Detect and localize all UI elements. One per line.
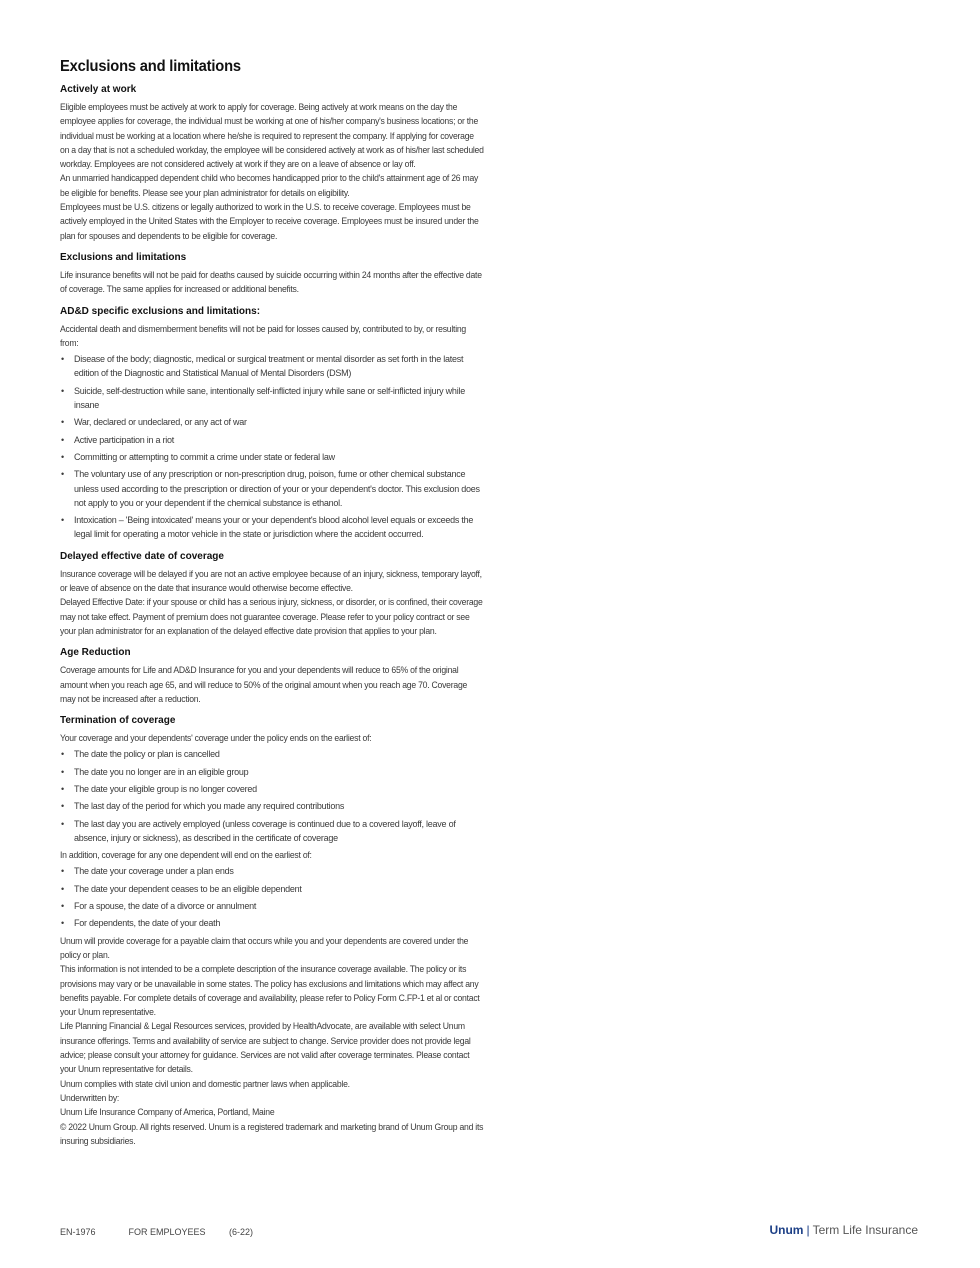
list-item: • Active participation in a riot: [61, 434, 175, 445]
dependent-termination-list: [60, 864, 485, 930]
paragraph: Your coverage and your dependents' coverage under the policy ends on the earliest of:: [60, 733, 372, 744]
document-body: [60, 58, 485, 1148]
paragraph: Unum will provide coverage for a payable claim that occurs while you and your dependents are covered under the policy or plan.: [60, 935, 469, 960]
paragraph: Underwritten by:: [60, 1092, 120, 1103]
paragraph: Coverage amounts for Life and AD&D Insurance for you and your dependents will reduce to 65% of the original amount when you reach age 65, and will reduce to 50% of the original amount when you reach age 70. Coverage may not be increased after a reduction.: [60, 665, 468, 704]
list-item: • For dependents, the date of your death: [61, 918, 221, 929]
heading-actively-at-work: Actively at work: [60, 84, 137, 95]
termination-list: [60, 747, 485, 845]
paragraph: Delayed Effective Date: if your spouse or child has a serious injury, sickness, or disorder, or is confined, their coverage may not take effect. Payment of premium does not guarantee coverage. Please refer to your policy contract or see your plan administrator for an explanation of the delayed effective date provision that applies to your plan.: [60, 597, 483, 636]
heading-add-exclusions: AD&D specific exclusions and limitations:: [60, 305, 261, 317]
product-name: Term Life Insurance: [812, 1223, 918, 1237]
paragraph: Life insurance benefits will not be paid for deaths caused by suicide occurring within 24 months after the effective date of coverage. The same applies for increased or additional benefits.: [60, 269, 482, 295]
list-item: • The voluntary use of any prescription or non-prescription drug, poison, fume or other chemical substance unless used according to the prescription or direction of your or your dependent's doctor. This exclusion does not apply to you or your dependent if the chemical substance is ethanol.: [61, 469, 480, 508]
list-item: • The date your eligible group is no longer covered: [61, 783, 257, 794]
list-item: • The last day of the period for which you made any required contributions: [61, 801, 345, 812]
paragraph: Unum Life Insurance Company of America, Portland, Maine: [60, 1107, 275, 1118]
list-item: • Committing or attempting to commit a crime under state or federal law: [61, 451, 335, 462]
list-item: • For a spouse, the date of a divorce or annulment: [61, 901, 257, 912]
list-item: • Suicide, self-destruction while sane, intentionally self-inflicted injury while sane or self-inflicted injury while insane: [61, 385, 465, 411]
list-item: • The date the policy or plan is cancelled: [61, 749, 220, 760]
paragraph: Life Planning Financial & Legal Resources services, provided by HealthAdvocate, are available with select Unum insurance offerings. Terms and availability of service are subject to change. Service provider does not provide legal advice; please consult your attorney for guidance. Services are not valid after coverage terminates. Please contact your Unum representative for details.: [60, 1021, 471, 1075]
heading-age-reduction: Age Reduction: [60, 647, 131, 659]
heading-delayed-effective-date: Delayed effective date of coverage: [60, 550, 224, 562]
list-item: • War, declared or undeclared, or any act of war: [61, 417, 247, 428]
footer: [60, 1227, 253, 1237]
heading-termination: Termination of coverage: [60, 715, 176, 727]
paragraph: Unum complies with state civil union and domestic partner laws when applicable.: [60, 1078, 350, 1089]
list-item: • Disease of the body; diagnostic, medical or surgical treatment or mental disorder as set forth in the latest edition of the Diagnostic and Statistical Manual of Mental Disorders (DSM): [61, 354, 464, 379]
paragraph: Eligible employees must be actively at work to apply for coverage. Being actively at work means on the day the employee applies for coverage, the individual must be working at one of his/her company's business locations; or the individual must be working at a location where he/she is required to represent the company. If applying for coverage on a day that is not a scheduled workday, the employee will be considered actively at work as of his/her last scheduled workday. Employees are not considered actively at work if they are on a leave of absence or lay off.: [60, 102, 484, 170]
list-item: • The date your coverage under a plan ends: [61, 866, 234, 877]
form-number: EN-1976: [60, 1227, 96, 1237]
paragraph: Employees must be U.S. citizens or legally authorized to work in the U.S. to receive coverage. Employees must be actively employed in the United States with the Employer to receive coverage. Employees must be insured under the plan for spouses and dependents to be eligible for coverage.: [60, 202, 479, 241]
brand-separator: |: [806, 1223, 810, 1237]
list-item: • The last day you are actively employed (unless coverage is continued due to a covered layoff, leave of absence, injury or sickness), as described in the certificate of coverage: [61, 818, 456, 843]
copyright: © 2022 Unum Group. All rights reserved. Unum is a registered trademark and marketing brand of Unum Group and its insuring subsidiaries.: [60, 1121, 484, 1146]
list-item: • The date your dependent ceases to be an eligible dependent: [61, 883, 302, 894]
paragraph: An unmarried handicapped dependent child who becomes handicapped prior to the child's attainment age of 26 may be eligible for benefits. Please see your plan administrator for details on eligibility.: [60, 173, 479, 198]
paragraph: In addition, coverage for any one dependent will end on the earliest of:: [60, 850, 312, 861]
revision-date: (6-22): [229, 1227, 254, 1237]
unum-logo: Unum: [769, 1223, 804, 1237]
add-exclusions-list: [60, 352, 485, 542]
page-title: Exclusions and limitations: [60, 58, 241, 75]
heading-exclusions: Exclusions and limitations: [60, 251, 187, 263]
list-item: • Intoxication – 'Being intoxicated' means your or your dependent's blood alcohol level equals or exceeds the legal limit for operating a motor vehicle in the state or jurisdiction where the accident occurred.: [61, 515, 474, 540]
brand-mark: [769, 1223, 918, 1237]
paragraph: Accidental death and dismemberment benefits will not be paid for losses caused by, contributed to by, or resulting from:: [60, 323, 467, 348]
audience-label: FOR EMPLOYEES: [128, 1227, 206, 1237]
list-item: • The date you no longer are in an eligible group: [61, 766, 249, 777]
paragraph: Insurance coverage will be delayed if you are not an active employee because of an injury, sickness, temporary layoff, or leave of absence on the date that insurance would otherwise become effective.: [60, 568, 482, 594]
paragraph: This information is not intended to be a complete description of the insurance coverage available. The policy or its provisions may vary or be unavailable in some states. The policy has exclusions and limitations which may affect any benefits payable. For complete details of coverage and availability, please refer to Policy Form C.FP-1 et al or contact your Unum representative.: [60, 964, 480, 1018]
